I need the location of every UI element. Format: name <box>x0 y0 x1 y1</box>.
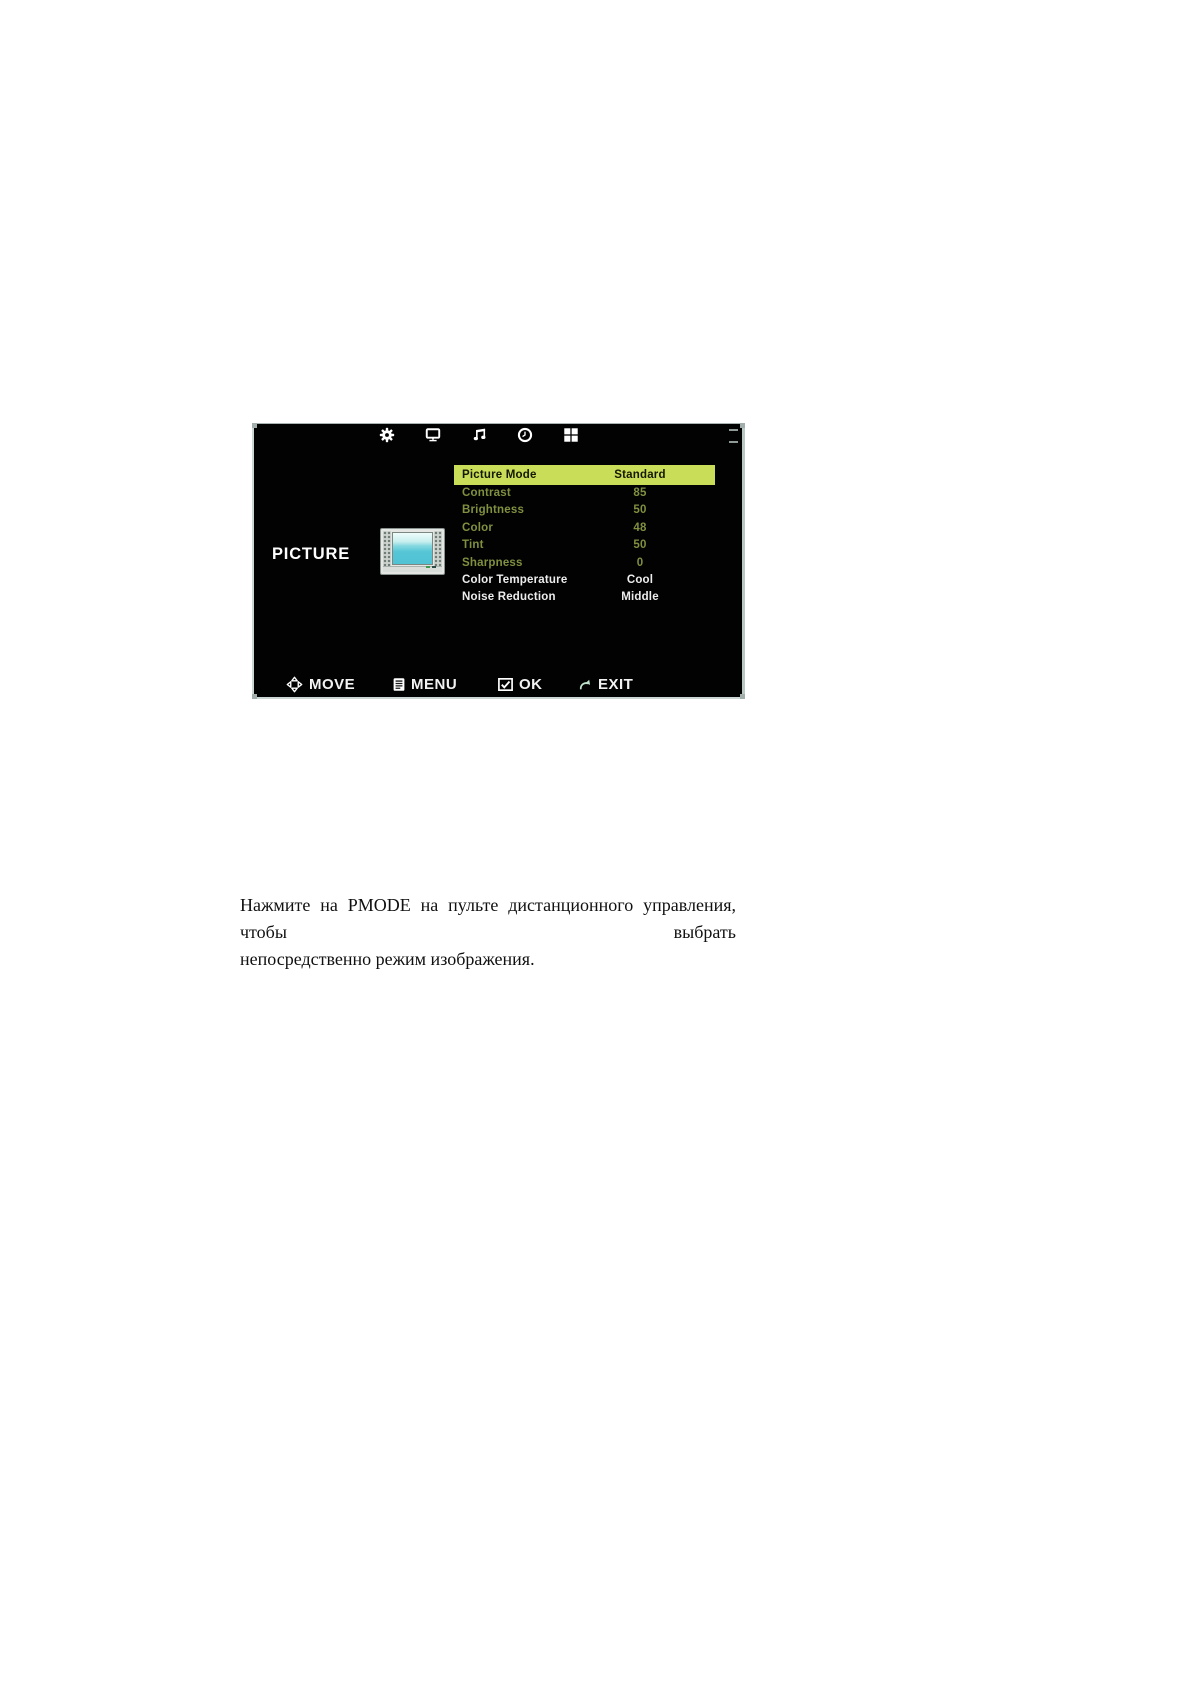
clock-icon[interactable] <box>517 427 533 443</box>
row-value: 85 <box>633 487 647 499</box>
edge-artifact <box>729 441 738 443</box>
osd-menu-rows <box>454 465 715 607</box>
paragraph-line: непосредственно режим изображения. <box>240 949 535 969</box>
row-value: 50 <box>633 539 647 552</box>
menu-row-picture-mode[interactable] <box>454 465 715 485</box>
row-label: Color Temperature <box>462 573 568 586</box>
hint-menu <box>393 676 457 693</box>
hint-label: OK <box>519 676 543 693</box>
settings-gear-icon[interactable] <box>379 427 395 443</box>
ok-icon <box>498 678 513 691</box>
row-label: Sharpness <box>462 556 523 569</box>
row-value: Middle <box>621 591 659 604</box>
menu-row-noise-reduction[interactable] <box>454 589 715 606</box>
menu-row-color-temperature[interactable] <box>454 572 715 589</box>
osd-category-bar <box>379 427 579 443</box>
row-value: 50 <box>633 504 647 517</box>
menu-row-tint[interactable] <box>454 537 715 554</box>
music-note-icon[interactable] <box>471 427 487 443</box>
row-value: Standard <box>614 469 666 481</box>
row-value: 0 <box>636 556 644 569</box>
hint-move <box>286 676 355 693</box>
osd-section-title: PICTURE <box>272 545 351 563</box>
row-label: Noise Reduction <box>462 591 556 604</box>
hint-ok <box>498 676 543 693</box>
tv-picture-icon <box>380 528 445 575</box>
picture-osd-menu <box>252 423 745 699</box>
image-corner-handle <box>252 423 257 428</box>
menu-row-color[interactable] <box>454 520 715 537</box>
hint-label: MENU <box>411 676 458 693</box>
menu-row-brightness[interactable] <box>454 502 715 519</box>
row-value: 48 <box>633 521 647 534</box>
body-paragraph <box>240 892 736 973</box>
hint-label: EXIT <box>598 676 634 693</box>
menu-icon <box>393 677 405 692</box>
row-label: Brightness <box>462 504 525 517</box>
row-label: Tint <box>462 539 484 552</box>
grid-icon[interactable] <box>563 427 579 443</box>
hint-label: MOVE <box>309 676 356 693</box>
move-icon <box>286 676 303 693</box>
image-corner-handle <box>740 423 745 428</box>
osd-key-hints <box>254 676 742 698</box>
row-value: Cool <box>626 573 654 586</box>
exit-icon <box>578 677 592 692</box>
edge-artifact <box>729 429 738 431</box>
menu-row-sharpness[interactable] <box>454 555 715 572</box>
paragraph-line: Нажмите на PMODE на пульте дистанционного управления, чтобы выбрать <box>240 895 736 942</box>
menu-row-contrast[interactable] <box>454 485 715 502</box>
row-label: Contrast <box>462 487 511 499</box>
display-icon[interactable] <box>425 427 441 443</box>
hint-exit <box>578 676 633 693</box>
row-label: Color <box>462 521 494 534</box>
row-label: Picture Mode <box>462 469 537 481</box>
